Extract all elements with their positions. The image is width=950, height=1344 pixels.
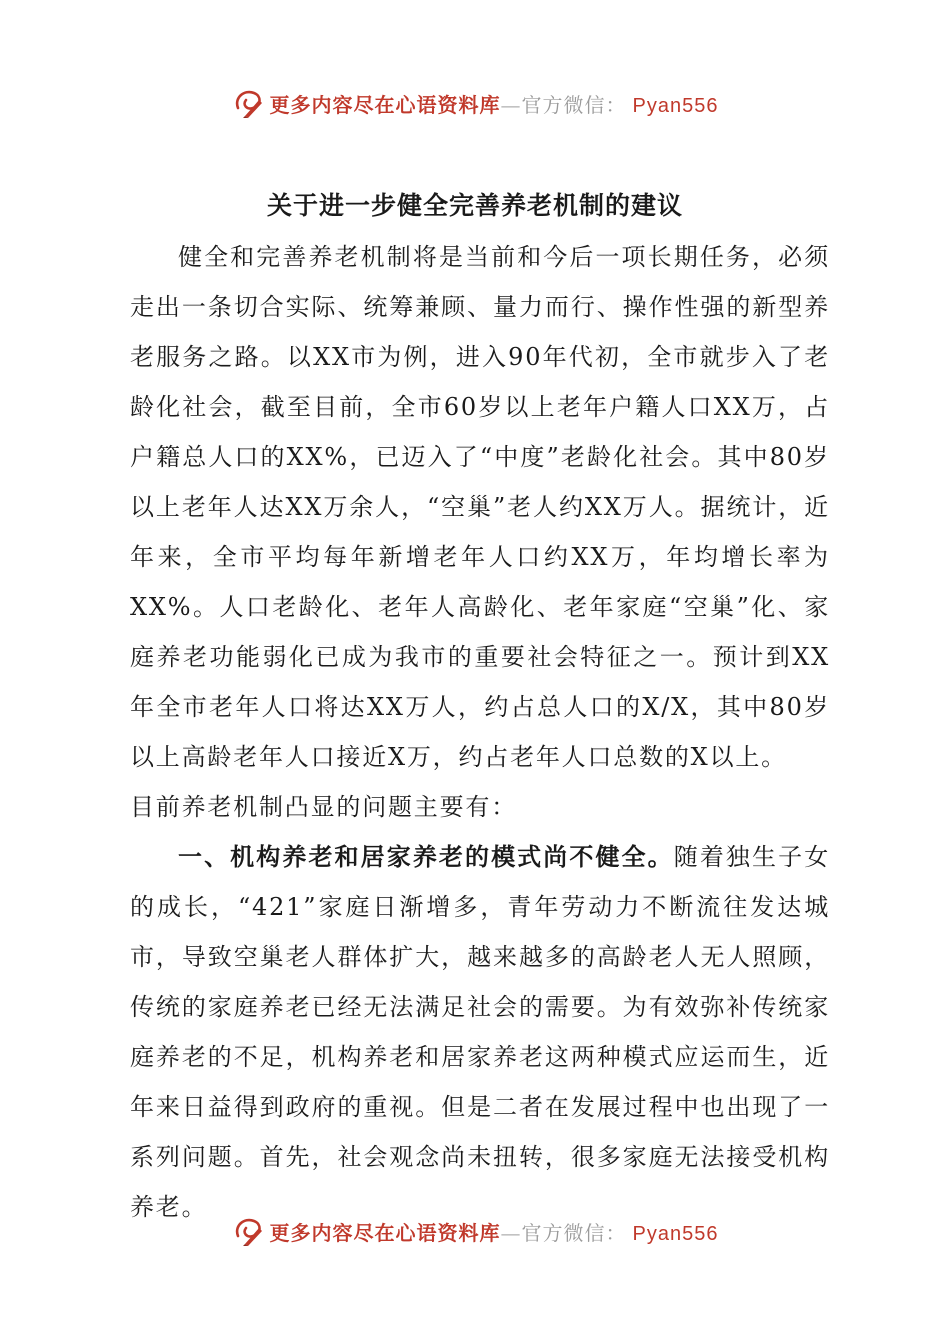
paragraph-intro: 健全和完善养老机制将是当前和今后一项长期任务，必须走出一条切合实际、统筹兼顾、量力而行、操作性强的新型养老服务之路。以XX市为例，进入90年代初，全市就步入了老龄化社会，截至目前，全市60岁以上老年户籍人口XX万，占户籍总人口的XX%，已迈入了“中度”老龄化社会。其中80岁以上老年人达XX万余人，“空巢”老人约XX万人。据统计，近年来，全市平均每年新增老年人口约XX万，年均增长率为XX%。人口老龄化、老年人高龄化、老年家庭“空巢”化、家庭养老功能弱化已成为我市的重要社会特征之一。预计到XX年全市老年人口将达XX万人，约占总人口的X/X，其中80岁以上高龄老年人口接近X万，约占老年人口总数的X以上。 (130, 243, 830, 771)
watermark-label: 官方微信： (521, 92, 627, 117)
header-watermark (0, 83, 950, 123)
pen-swirl-logo-icon (232, 1214, 266, 1248)
section-1-heading: 一、机构养老和居家养老的模式尚不健全。 (178, 842, 674, 871)
watermark-dash: — (500, 92, 522, 117)
pen-swirl-logo-icon (232, 86, 266, 120)
watermark-label: 官方微信： (521, 1220, 627, 1245)
document-body (130, 232, 830, 1232)
watermark-main: 更多内容尽在心语资料库 (269, 92, 501, 117)
watermark-text (270, 89, 719, 118)
watermark-dash: — (500, 1220, 522, 1245)
paragraph-section-1 (130, 832, 830, 1232)
watermark-id: Pyan556 (632, 1222, 719, 1245)
section-1-body: 随着独生子女的成长，“421”家庭日渐增多，青年劳动力不断流往发达城市，导致空巢老人群体扩大，越来越多的高龄老人无人照顾，传统的家庭养老已经无法满足社会的需要。为有效弥补传统家庭养老的不足，机构养老和居家养老这两种模式应运而生，近年来日益得到政府的重视。但是二者在发展过程中也出现了一系列问题。首先，社会观念尚未扭转，很多家庭无法接受机构养老。 (130, 843, 830, 1221)
footer-watermark (0, 1211, 950, 1251)
document-title: 关于进一步健全完善养老机制的建议 (266, 191, 683, 220)
watermark-id: Pyan556 (632, 94, 719, 117)
watermark-text (270, 1217, 719, 1246)
paragraph-problems-lead: 目前养老机制凸显的问题主要有： (130, 793, 517, 821)
watermark-main: 更多内容尽在心语资料库 (269, 1220, 501, 1245)
